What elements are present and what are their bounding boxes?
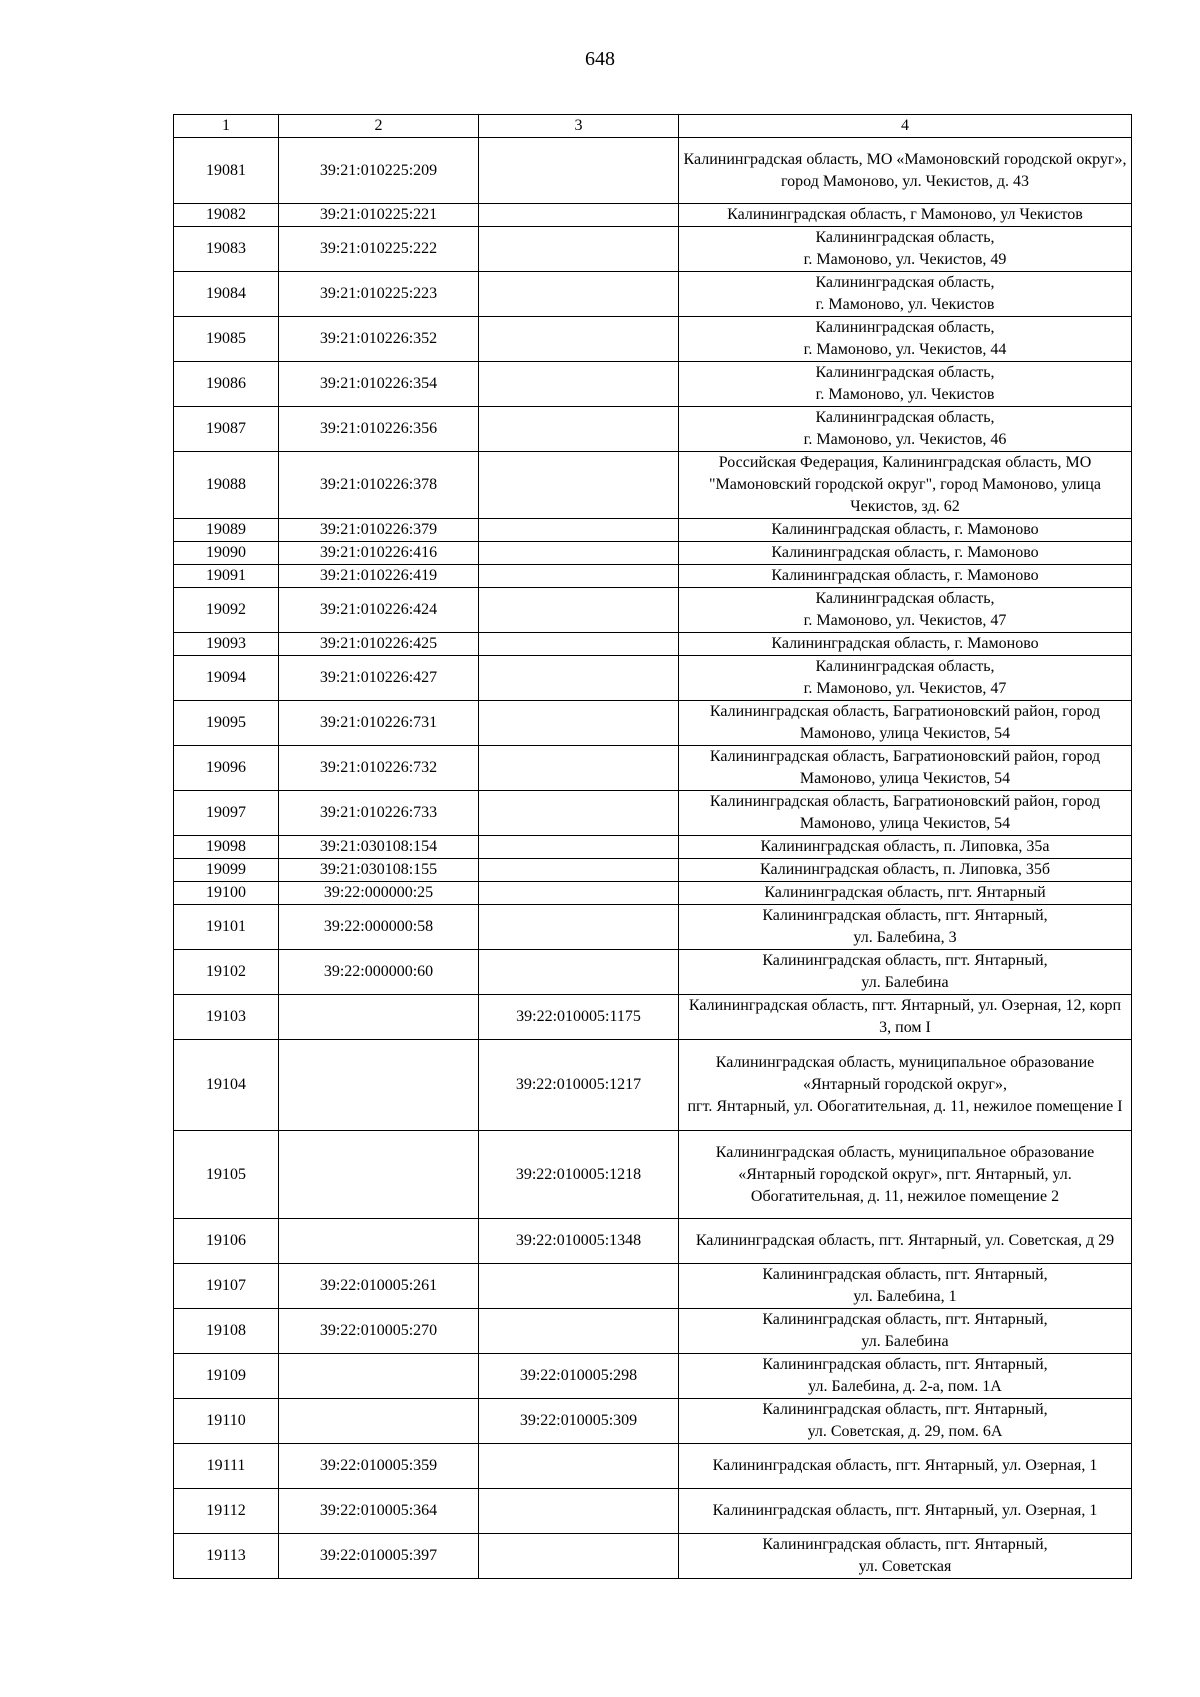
cadastral-number-building: 39:22:010005:397 [279,1534,479,1579]
address-cell: Калининградская область, г. Мамоново, ул. Чекистов, 44 [679,317,1132,362]
row-number: 19086 [174,362,279,407]
address-cell: Калининградская область, пгт. Янтарный, ул. Советская, д. 29, пом. 6А [679,1399,1132,1444]
cadastral-number-premises: 39:22:010005:1218 [479,1131,679,1219]
table-row [174,905,1132,950]
cadastral-number-building: 39:21:010226:733 [279,791,479,836]
row-number: 19084 [174,272,279,317]
table-row [174,1534,1132,1579]
cadastral-number-building: 39:21:010226:416 [279,542,479,565]
address-cell: Калининградская область, г. Мамоново, ул. Чекистов, 47 [679,588,1132,633]
address-cell: Калининградская область, пгт. Янтарный, ул. Советская [679,1534,1132,1579]
address-cell: Калининградская область, пгт. Янтарный, ул. Балебина [679,1309,1132,1354]
row-number: 19085 [174,317,279,362]
cadastral-number-premises [479,542,679,565]
row-number: 19113 [174,1534,279,1579]
address-cell: Калининградская область, пгт. Янтарный, ул. Балебина, 1 [679,1264,1132,1309]
address-cell: Калининградская область, МО «Мамоновский городской округ», город Мамоново, ул. Чекистов, д. 43 [679,138,1132,204]
row-number: 19093 [174,633,279,656]
cadastral-number-premises: 39:22:010005:1175 [479,995,679,1040]
address-cell: Калининградская область, г. Мамоново [679,519,1132,542]
cadastral-number-building [279,1399,479,1444]
cadastral-number-building: 39:22:010005:261 [279,1264,479,1309]
cadastral-number-building: 39:22:000000:25 [279,882,479,905]
row-number: 19108 [174,1309,279,1354]
table-row [174,882,1132,905]
address-cell: Калининградская область, пгт. Янтарный, ул. Озерная, 1 [679,1489,1132,1534]
cadastral-number-building [279,1354,479,1399]
cadastral-number-premises [479,746,679,791]
cadastral-number-premises [479,204,679,227]
address-cell: Калининградская область, г. Мамоново [679,565,1132,588]
row-number: 19103 [174,995,279,1040]
address-cell: Калининградская область, г. Мамоново [679,542,1132,565]
cadastral-number-premises [479,859,679,882]
table-row [174,519,1132,542]
address-cell: Калининградская область, Багратионовский район, город Мамоново, улица Чекистов, 54 [679,701,1132,746]
cadastral-number-building: 39:21:010226:352 [279,317,479,362]
cadastral-number-building [279,1219,479,1264]
cadastral-number-premises [479,882,679,905]
address-cell: Калининградская область, пгт. Янтарный, ул. Советская, д 29 [679,1219,1132,1264]
cadastral-number-building: 39:21:010225:221 [279,204,479,227]
column-header: 3 [479,115,679,138]
address-cell: Калининградская область, г. Мамоново, ул. Чекистов, 49 [679,227,1132,272]
cadastral-number-building: 39:21:010226:419 [279,565,479,588]
cadastral-number-premises [479,791,679,836]
address-cell: Калининградская область, г Мамоново, ул Чекистов [679,204,1132,227]
row-number: 19112 [174,1489,279,1534]
cadastral-number-premises [479,452,679,519]
cadastral-number-premises [479,1489,679,1534]
header-row [174,115,1132,138]
address-cell: Калининградская область, п. Липовка, 35а [679,836,1132,859]
cadastral-number-building: 39:21:010226:354 [279,362,479,407]
table-row [174,1040,1132,1131]
row-number: 19092 [174,588,279,633]
table-row [174,633,1132,656]
cadastral-number-premises: 39:22:010005:298 [479,1354,679,1399]
column-header: 4 [679,115,1132,138]
row-number: 19101 [174,905,279,950]
row-number: 19087 [174,407,279,452]
cadastral-number-premises [479,317,679,362]
row-number: 19091 [174,565,279,588]
row-number: 19089 [174,519,279,542]
table-row [174,407,1132,452]
cadastral-number-premises [479,588,679,633]
cadastral-number-premises [479,138,679,204]
address-cell: Калининградская область, пгт. Янтарный, ул. Озерная, 12, корп 3, пом I [679,995,1132,1040]
row-number: 19095 [174,701,279,746]
table-row [174,138,1132,204]
table-row [174,656,1132,701]
cadastral-number-premises [479,227,679,272]
address-cell: Калининградская область, п. Липовка, 35б [679,859,1132,882]
table-row [174,701,1132,746]
address-cell: Калининградская область, пгт. Янтарный, ул. Балебина, д. 2-а, пом. 1А [679,1354,1132,1399]
registry-table [173,114,1132,1579]
cadastral-number-building: 39:21:030108:155 [279,859,479,882]
cadastral-number-premises [479,905,679,950]
cadastral-number-building: 39:21:010226:424 [279,588,479,633]
cadastral-number-building: 39:22:010005:359 [279,1444,479,1489]
address-cell: Калининградская область, г. Мамоново [679,633,1132,656]
cadastral-number-premises [479,362,679,407]
cadastral-number-premises [479,272,679,317]
cadastral-number-building: 39:22:000000:60 [279,950,479,995]
address-cell: Калининградская область, г. Мамоново, ул. Чекистов [679,272,1132,317]
cadastral-number-building: 39:21:010226:425 [279,633,479,656]
cadastral-number-premises [479,836,679,859]
table-row [174,746,1132,791]
row-number: 19109 [174,1354,279,1399]
table-row [174,565,1132,588]
table-row [174,452,1132,519]
cadastral-number-premises [479,1534,679,1579]
table-row [174,362,1132,407]
table-row [174,1489,1132,1534]
table-row [174,1131,1132,1219]
cadastral-number-building: 39:22:010005:270 [279,1309,479,1354]
cadastral-number-building [279,1040,479,1131]
row-number: 19082 [174,204,279,227]
cadastral-number-premises [479,633,679,656]
address-cell: Российская Федерация, Калининградская область, МО "Мамоновский городской округ", город Мамоново, улица Чекистов, зд. 62 [679,452,1132,519]
cadastral-number-premises: 39:22:010005:309 [479,1399,679,1444]
cadastral-number-building: 39:21:010226:378 [279,452,479,519]
cadastral-number-building: 39:21:010225:209 [279,138,479,204]
cadastral-number-building: 39:22:010005:364 [279,1489,479,1534]
cadastral-number-building: 39:21:010226:379 [279,519,479,542]
cadastral-number-premises [479,1309,679,1354]
cadastral-number-premises: 39:22:010005:1217 [479,1040,679,1131]
row-number: 19099 [174,859,279,882]
row-number: 19107 [174,1264,279,1309]
address-cell: Калининградская область, Багратионовский район, город Мамоново, улица Чекистов, 54 [679,746,1132,791]
table-row [174,588,1132,633]
table-row [174,1309,1132,1354]
address-cell: Калининградская область, пгт. Янтарный, ул. Озерная, 1 [679,1444,1132,1489]
table-row [174,950,1132,995]
table-row [174,272,1132,317]
cadastral-number-building: 39:22:000000:58 [279,905,479,950]
row-number: 19094 [174,656,279,701]
address-cell: Калининградская область, пгт. Янтарный [679,882,1132,905]
cadastral-number-premises [479,407,679,452]
table-row [174,791,1132,836]
row-number: 19106 [174,1219,279,1264]
cadastral-number-premises [479,950,679,995]
table-row [174,1219,1132,1264]
cadastral-number-building [279,995,479,1040]
cadastral-number-premises [479,701,679,746]
cadastral-number-premises [479,1444,679,1489]
table-row [174,542,1132,565]
cadastral-number-premises [479,519,679,542]
row-number: 19096 [174,746,279,791]
address-cell: Калининградская область, г. Мамоново, ул. Чекистов, 47 [679,656,1132,701]
row-number: 19081 [174,138,279,204]
table-row [174,227,1132,272]
table-row [174,859,1132,882]
row-number: 19104 [174,1040,279,1131]
table-row [174,1399,1132,1444]
column-header: 1 [174,115,279,138]
row-number: 19110 [174,1399,279,1444]
cadastral-number-building [279,1131,479,1219]
address-cell: Калининградская область, г. Мамоново, ул. Чекистов [679,362,1132,407]
row-number: 19088 [174,452,279,519]
row-number: 19083 [174,227,279,272]
column-header: 2 [279,115,479,138]
address-cell: Калининградская область, Багратионовский район, город Мамоново, улица Чекистов, 54 [679,791,1132,836]
address-cell: Калининградская область, пгт. Янтарный, ул. Балебина, 3 [679,905,1132,950]
address-cell: Калининградская область, муниципальное образование «Янтарный городской округ», пгт. Янтарный, ул. Обогатительная, д. 11, нежилое помещение 2 [679,1131,1132,1219]
cadastral-number-building: 39:21:010226:731 [279,701,479,746]
row-number: 19097 [174,791,279,836]
cadastral-number-building: 39:21:030108:154 [279,836,479,859]
cadastral-number-building: 39:21:010225:222 [279,227,479,272]
row-number: 19090 [174,542,279,565]
table-row [174,1444,1132,1489]
cadastral-number-premises [479,656,679,701]
cadastral-number-premises [479,1264,679,1309]
address-cell: Калининградская область, пгт. Янтарный, ул. Балебина [679,950,1132,995]
row-number: 19102 [174,950,279,995]
table-row [174,1264,1132,1309]
row-number: 19105 [174,1131,279,1219]
cadastral-number-premises: 39:22:010005:1348 [479,1219,679,1264]
table-row [174,1354,1132,1399]
row-number: 19111 [174,1444,279,1489]
cadastral-number-premises [479,565,679,588]
table-row [174,204,1132,227]
address-cell: Калининградская область, г. Мамоново, ул. Чекистов, 46 [679,407,1132,452]
row-number: 19098 [174,836,279,859]
cadastral-number-building: 39:21:010226:427 [279,656,479,701]
cadastral-number-building: 39:21:010225:223 [279,272,479,317]
page-number: 648 [585,48,615,70]
cadastral-number-building: 39:21:010226:732 [279,746,479,791]
cadastral-number-building: 39:21:010226:356 [279,407,479,452]
row-number: 19100 [174,882,279,905]
table-row [174,836,1132,859]
table-row [174,317,1132,362]
address-cell: Калининградская область, муниципальное образование «Янтарный городской округ», пгт. Янтарный, ул. Обогатительная, д. 11, нежилое помещение I [679,1040,1132,1131]
table-row [174,995,1132,1040]
